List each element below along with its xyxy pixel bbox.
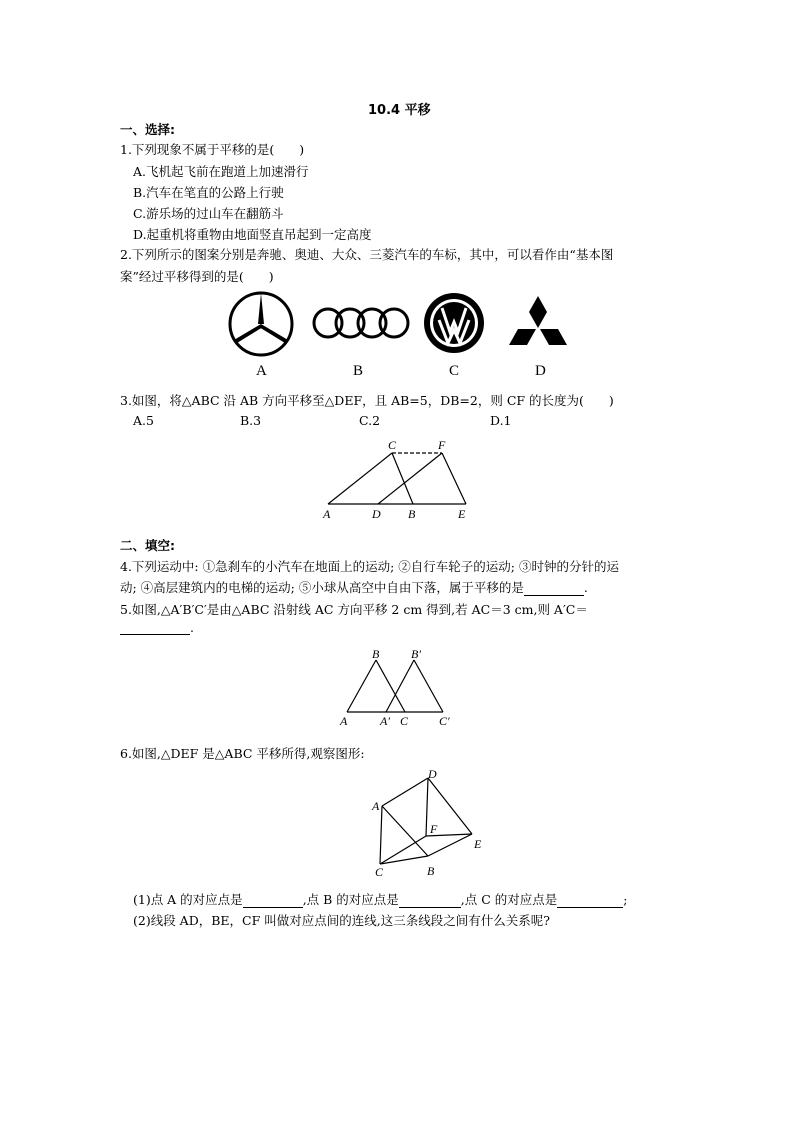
question-3-stem: 3.如图，将△ABC 沿 AB 方向平移至△DEF，且 AB=5，DB=2，则 CF 的长度为( ) [120,393,614,408]
question-5-line1: 5.如图,△A′B′C′是由△ABC 沿射线 AC 方向平移 2 cm 得到,若 AC＝3 cm,则 A′C＝ [120,602,588,617]
question-1-option-c: C.游乐场的过山车在翻筋斗 [133,206,284,221]
answer-blank-q4[interactable] [524,581,584,596]
page-title: 10.4 平移 [368,103,431,118]
q6-sub1-part-a: (1)点 A 的对应点是 [133,892,243,907]
answer-blank-q6-a[interactable] [243,893,303,908]
question-3-option-c: C.2 [359,413,381,428]
question-5-line2-end: . [190,620,194,635]
fig6-label-d: D [428,767,437,781]
fig3-label-c: C [388,438,397,452]
question-3-option-a: A.5 [133,413,154,428]
fig6-label-b: B [427,864,435,878]
question-3-option-d: D.1 [490,413,512,428]
q6-sub1-end: ; [623,892,628,907]
fig3-label-f: F [438,438,446,452]
fig5-label-c-prime: C′ [439,714,450,728]
question-3-figure [320,436,480,526]
question-4-line1: 4.下列运动中: ①急刹车的小汽车在地面上的运动; ②自行车轮子的运动; ③时钟的分针的运 [120,559,619,574]
answer-blank-q6-b[interactable] [399,893,461,908]
fig5-label-c: C [400,714,409,728]
question-2-stem-line2: 案”经过平移得到的是( ) [120,269,274,284]
question-4-line2 [120,578,588,596]
car-logos-figure [220,288,580,388]
fig5-label-a: A [340,714,348,728]
audi-logo-icon [314,309,408,337]
logo-label-a: A [256,363,267,379]
logo-label-d: D [535,363,546,379]
q6-sub1-part-b: ,点 B 的对应点是 [302,892,399,907]
fig6-label-f: F [430,822,438,836]
question-6-sub1 [133,890,628,908]
question-1-option-b: B.汽车在笔直的公路上行驶 [133,185,284,200]
fig6-label-c: C [375,865,384,879]
q6-sub1-part-c: ,点 C 的对应点是 [460,892,558,907]
mitsubishi-logo-icon [509,296,567,345]
section-heading-fill: 二、填空: [120,538,175,553]
question-5-line2 [120,620,194,635]
fig6-label-a: A [372,799,380,813]
mercedes-logo-icon [230,293,292,355]
question-3-option-b: B.3 [240,413,262,428]
question-4-line2-end: . [583,580,588,595]
question-6-sub2: (2)线段 AD，BE，CF 叫做对应点间的连线,这三条线段之间有什么关系呢? [133,913,550,928]
logo-label-b: B [353,363,364,379]
question-1-option-a: A.飞机起飞前在跑道上加速滑行 [133,164,309,179]
question-4-line2-text: 动; ④高层建筑内的电梯的运动; ⑤小球从高空中自由下落，属于平移的是 [120,580,524,595]
question-2-stem-line1: 2.下列所示的图案分别是奔驰、奥迪、大众、三菱汽车的车标，其中，可以看作由“基本图 [120,247,614,262]
fig5-label-b-prime: B′ [411,647,421,661]
question-6-stem: 6.如图,△DEF 是△ABC 平移所得,观察图形: [120,746,365,761]
fig6-label-e: E [474,837,482,851]
fig3-label-e: E [458,507,466,521]
question-1-stem: 1.下列现象不属于平移的是( ) [120,142,305,157]
logo-label-c: C [449,363,460,379]
volkswagen-logo-icon [424,293,484,353]
fig3-label-b: B [408,507,416,521]
fig5-label-b: B [372,647,380,661]
section-heading-choice: 一、选择: [120,122,175,137]
fig5-label-a-prime: A′ [380,714,390,728]
answer-blank-q5[interactable] [120,620,190,635]
fig3-label-d: D [372,507,381,521]
answer-blank-q6-c[interactable] [557,893,623,908]
fig3-label-a: A [323,507,331,521]
question-1-option-d: D.起重机将重物由地面竖直吊起到一定高度 [133,227,372,242]
